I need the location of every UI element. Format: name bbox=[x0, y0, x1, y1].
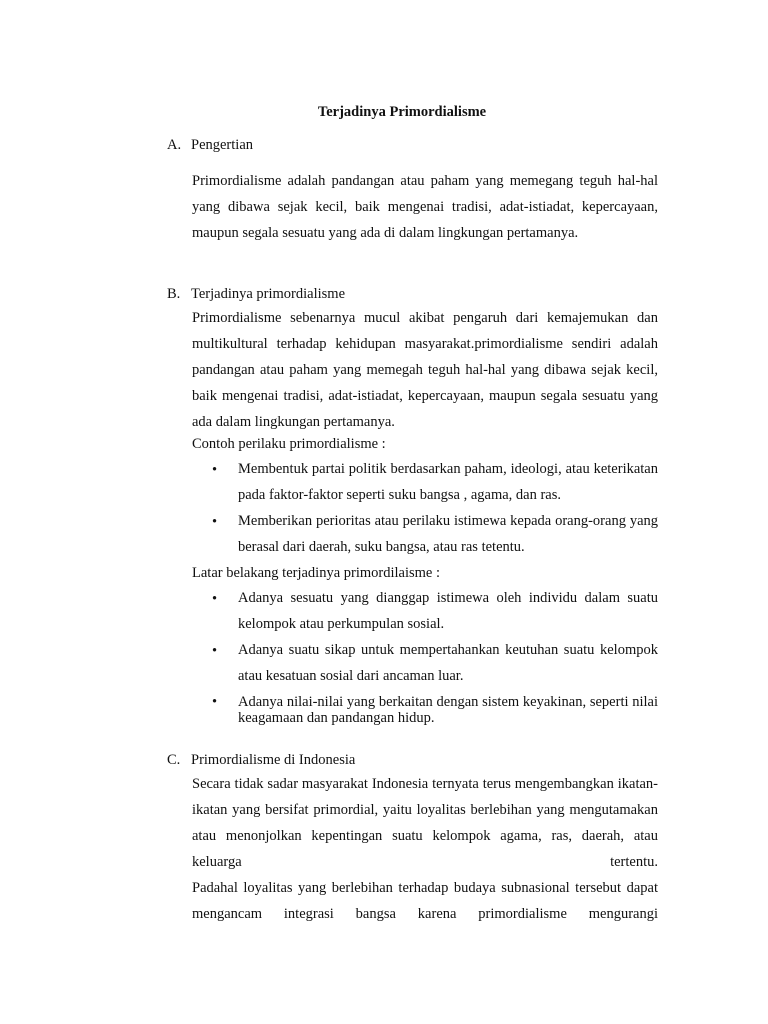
section-c-heading bbox=[167, 752, 355, 769]
bullet-icon: • bbox=[212, 514, 218, 530]
section-c-paragraph: Secara tidak sadar masyarakat Indonesia ternyata terus mengembangkan ikatan-ikatan yang bersifat primordial, yaitu loyalitas berlebihan yang mengutamakan atau menonjolkan kepentingan suatu kelompok agama, ras, daerah, atau keluarga tertentu. bbox=[192, 776, 658, 870]
background-label: Latar belakang terjadinya primordilaisme : bbox=[192, 565, 441, 581]
bullet-icon: • bbox=[212, 462, 218, 478]
section-a-heading bbox=[167, 137, 253, 154]
section-a-paragraph: Primordialisme adalah pandangan atau paham yang memegang teguh hal-hal yang dibawa sejak kecil, baik mengenai tradisi, adat-istiadat, kepercayaan, maupun segala sesuatu yang ada di dalam lingkungan pertamanya. bbox=[192, 173, 658, 241]
section-b-heading bbox=[167, 286, 345, 303]
section-b-title: Terjadinya primordialisme bbox=[191, 286, 346, 302]
section-b-paragraph: Primordialisme sebenarnya mucul akibat pengaruh dari kemajemukan dan multikultural terhadap kehidupan masyarakat.primordialisme sendiri adalah pandangan atau paham yang memegah teguh hal-hal yang dibawa sejak kecil, baik mengenai tradisi, adat-istiadat, kepercayaan, maupun segala sesuatu yang ada dalam lingkungan pertamanya. bbox=[192, 310, 658, 430]
section-c-title: Primordialisme di Indonesia bbox=[191, 752, 356, 768]
example-text: Membentuk partai politik berdasarkan paham, ideologi, atau keterikatan pada faktor-faktor seperti suku bangsa , agama, dan ras. bbox=[238, 461, 658, 503]
section-a-letter: A. bbox=[167, 137, 182, 153]
background-text: Adanya sesuatu yang dianggap istimewa oleh individu dalam suatu kelompok atau perkumpulan sosial. bbox=[238, 590, 658, 632]
page-title: Terjadinya Primordialisme bbox=[317, 104, 487, 120]
bullet-icon: • bbox=[212, 591, 218, 607]
examples-label: Contoh perilaku primordialisme : bbox=[192, 436, 386, 452]
section-c-paragraph: Padahal loyalitas yang berlebihan terhadap budaya subnasional tersebut dapat mengancam integrasi bangsa karena primordialisme mengurangi bbox=[192, 880, 658, 922]
section-c-letter: C. bbox=[167, 752, 181, 768]
example-text: Memberikan perioritas atau perilaku istimewa kepada orang-orang yang berasal dari daerah, suku bangsa, atau ras tetentu. bbox=[238, 513, 658, 555]
bullet-icon: • bbox=[212, 694, 218, 710]
section-b-letter: B. bbox=[167, 286, 181, 302]
bullet-icon: • bbox=[212, 643, 218, 659]
background-text: Adanya suatu sikap untuk mempertahankan keutuhan suatu kelompok atau kesatuan sosial dari ancaman luar. bbox=[238, 642, 658, 684]
section-a-title: Pengertian bbox=[191, 137, 254, 153]
background-text: Adanya nilai-nilai yang berkaitan dengan sistem keyakinan, seperti nilai keagamaan dan pandangan hidup. bbox=[238, 694, 658, 726]
